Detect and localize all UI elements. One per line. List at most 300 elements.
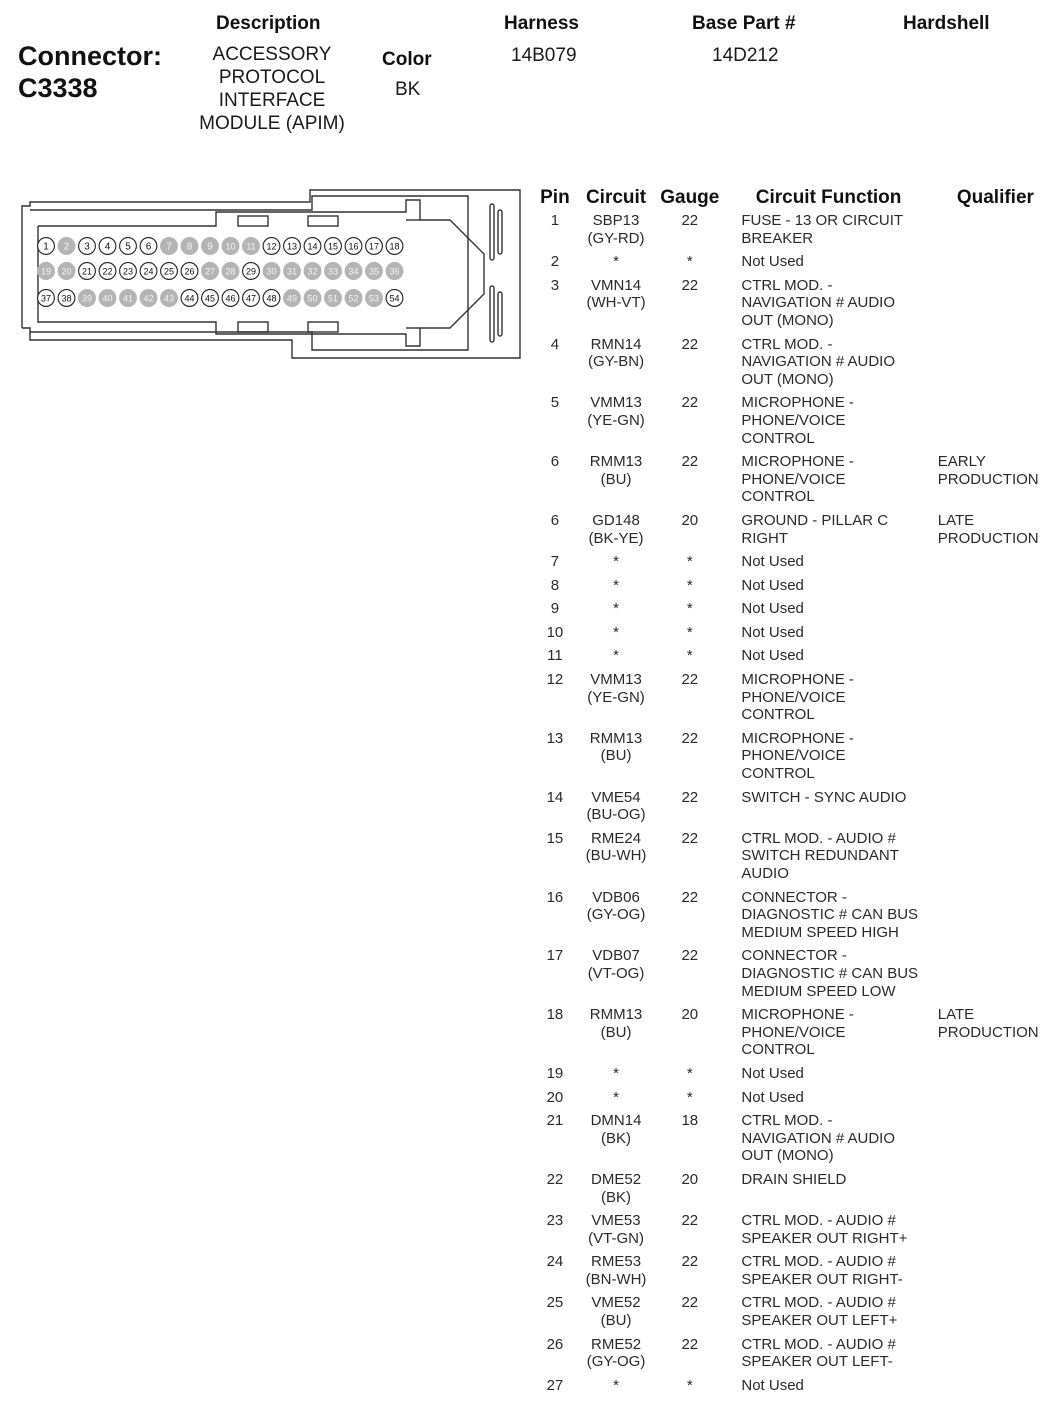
connector-pin bbox=[79, 238, 96, 255]
qualifier-cell bbox=[930, 453, 1061, 512]
gauge-cell: * bbox=[686, 576, 693, 594]
circuit-function-cell bbox=[727, 1253, 929, 1294]
circuit-line: RMM13 bbox=[589, 729, 643, 747]
table-row bbox=[530, 553, 1061, 577]
circuit-function-cell bbox=[727, 1112, 929, 1171]
qualifier-cell bbox=[930, 253, 1061, 277]
connector-pin-label: 32 bbox=[307, 266, 318, 277]
connector-pin bbox=[222, 238, 239, 255]
connector-pin bbox=[345, 290, 362, 307]
connector-pin bbox=[345, 263, 362, 280]
connector-pin bbox=[99, 290, 116, 307]
circuit-line: (GY-OG) bbox=[586, 1353, 646, 1371]
gauge-cell: 20 bbox=[681, 511, 699, 529]
connector-pin bbox=[243, 238, 260, 255]
function-line: CTRL MOD. - bbox=[741, 1112, 833, 1130]
connector-pin bbox=[366, 290, 383, 307]
hardshell-label: Hardshell bbox=[903, 13, 990, 34]
circuit-line: * bbox=[613, 647, 619, 665]
qualifier-cell bbox=[930, 212, 1061, 253]
function-line: MICROPHONE - bbox=[741, 729, 854, 747]
connector-pin bbox=[304, 263, 321, 280]
connector-pin bbox=[366, 263, 383, 280]
gauge-cell: * bbox=[686, 647, 693, 665]
circuit-function-cell bbox=[727, 512, 929, 553]
function-line: CTRL MOD. - AUDIO # bbox=[741, 1335, 896, 1353]
connector-pin bbox=[263, 290, 280, 307]
pin-cell: 4 bbox=[550, 335, 560, 353]
circuit-function-cell bbox=[727, 789, 929, 830]
connector-pin bbox=[161, 263, 178, 280]
connector-pin-label: 15 bbox=[327, 241, 339, 252]
connector-pin-label: 33 bbox=[327, 266, 339, 277]
circuit-line: VMM13 bbox=[590, 671, 642, 689]
qualifier-cell bbox=[930, 624, 1061, 648]
gauge-cell: 22 bbox=[681, 394, 699, 412]
qualifier-cell bbox=[930, 336, 1061, 395]
circuit-cell bbox=[580, 947, 652, 1006]
gauge-cell: 20 bbox=[681, 1006, 699, 1024]
function-line: CTRL MOD. - AUDIO # bbox=[741, 1294, 896, 1312]
circuit-cell bbox=[580, 1171, 652, 1212]
connector-pin bbox=[263, 263, 280, 280]
function-line: AUDIO bbox=[741, 865, 789, 882]
gauge-cell: * bbox=[686, 553, 693, 571]
connector-pin-label: 17 bbox=[368, 241, 380, 252]
function-line: MICROPHONE - bbox=[741, 1006, 854, 1024]
qualifier-cell bbox=[930, 789, 1061, 830]
connector-pin bbox=[304, 238, 321, 255]
gauge-cell: 22 bbox=[681, 276, 699, 294]
connector-pin-label: 14 bbox=[307, 241, 318, 252]
gauge-cell: 22 bbox=[681, 335, 699, 353]
gauge-cell: 22 bbox=[681, 1253, 699, 1271]
circuit-cell bbox=[580, 212, 652, 253]
connector-pin bbox=[325, 290, 342, 307]
circuit-function-cell bbox=[727, 553, 929, 577]
function-line: SPEAKER OUT LEFT- bbox=[741, 1353, 893, 1371]
function-line: BREAKER bbox=[741, 229, 814, 247]
function-line: Not Used bbox=[741, 1376, 804, 1394]
circuit-line: (BU-WH) bbox=[585, 847, 647, 865]
description-line: ACCESSORY bbox=[212, 44, 332, 65]
circuit-cell bbox=[580, 624, 652, 648]
circuit-line: VMN14 bbox=[591, 276, 642, 294]
circuit-line: VMM13 bbox=[590, 394, 642, 412]
circuit-cell bbox=[580, 277, 652, 336]
gauge-cell: 18 bbox=[681, 1112, 699, 1130]
connector-pin-label: 6 bbox=[145, 241, 152, 253]
gauge-cell: 22 bbox=[681, 1212, 699, 1230]
qualifier-cell bbox=[930, 1212, 1061, 1253]
connector-pin bbox=[120, 263, 137, 280]
circuit-line: (BU) bbox=[600, 747, 632, 765]
function-line: SWITCH - SYNC AUDIO bbox=[741, 788, 907, 806]
pin-cell: 12 bbox=[546, 671, 564, 689]
connector-title-label: Connector: bbox=[18, 41, 162, 71]
connector-pin-label: 53 bbox=[368, 293, 380, 304]
pin-cell: 11 bbox=[547, 647, 563, 665]
circuit-line: * bbox=[613, 553, 619, 571]
connector-pin bbox=[243, 263, 260, 280]
connector-title bbox=[18, 40, 162, 104]
circuit-function-cell bbox=[727, 1212, 929, 1253]
qualifier-cell bbox=[930, 647, 1061, 671]
connector-pin bbox=[366, 238, 383, 255]
gauge-cell: 22 bbox=[681, 1335, 699, 1353]
connector-pin bbox=[58, 263, 75, 280]
function-line: CONNECTOR - bbox=[741, 947, 847, 965]
circuit-cell bbox=[580, 1112, 652, 1171]
connector-pin bbox=[222, 263, 239, 280]
function-line: PHONE/VOICE bbox=[741, 747, 846, 765]
function-line: PHONE/VOICE bbox=[741, 411, 846, 429]
circuit-function-cell bbox=[727, 453, 929, 512]
qualifier-line: LATE bbox=[937, 511, 975, 529]
connector-pin-label: 54 bbox=[389, 293, 400, 304]
connector-pin bbox=[161, 290, 178, 307]
circuit-function-cell bbox=[727, 1089, 929, 1113]
table-row bbox=[530, 577, 1061, 601]
gauge-cell: * bbox=[686, 1064, 693, 1082]
connector-pin bbox=[284, 263, 301, 280]
pin-cell: 27 bbox=[546, 1376, 564, 1394]
gauge-cell: 22 bbox=[681, 829, 699, 847]
qualifier-cell bbox=[930, 1336, 1061, 1377]
connector-pin-label: 13 bbox=[286, 241, 298, 252]
connector-pin bbox=[58, 290, 75, 307]
gauge-cell: 22 bbox=[681, 788, 699, 806]
function-line: OUT (MONO) bbox=[741, 311, 834, 329]
qualifier-cell bbox=[930, 1377, 1061, 1401]
connector-pin-label: 52 bbox=[348, 293, 359, 304]
function-line: CTRL MOD. - bbox=[741, 276, 833, 294]
connector-pin-label: 2 bbox=[63, 241, 70, 253]
function-line: DRAIN SHIELD bbox=[741, 1170, 847, 1188]
circuit-function-cell bbox=[727, 394, 929, 453]
connector-face-diagram bbox=[16, 186, 522, 360]
function-line: GROUND - PILLAR C bbox=[741, 511, 889, 529]
qualifier-cell bbox=[930, 600, 1061, 624]
table-row bbox=[530, 947, 1061, 1006]
function-line: NAVIGATION # AUDIO bbox=[741, 294, 895, 312]
function-line: CTRL MOD. - AUDIO # bbox=[741, 1212, 896, 1230]
connector-pin-label: 11 bbox=[246, 241, 256, 252]
qualifier-cell bbox=[930, 553, 1061, 577]
connector-pin-label: 22 bbox=[102, 266, 113, 277]
connector-pin-label: 3 bbox=[84, 241, 90, 253]
circuit-line: (GY-RD) bbox=[587, 229, 645, 247]
qualifier-cell bbox=[930, 1294, 1061, 1335]
description-line: MODULE (APIM) bbox=[199, 113, 345, 134]
connector-id: C3338 bbox=[18, 73, 98, 103]
circuit-cell bbox=[580, 1294, 652, 1335]
pin-cell: 18 bbox=[546, 1006, 564, 1024]
qualifier-cell bbox=[930, 889, 1061, 948]
table-row bbox=[530, 336, 1061, 395]
connector-pin-label: 9 bbox=[207, 241, 213, 253]
connector-pin-label: 26 bbox=[184, 266, 195, 277]
function-line: OUT (MONO) bbox=[741, 370, 834, 388]
function-line: CONTROL bbox=[741, 765, 815, 783]
connector-pin bbox=[202, 263, 219, 280]
qualifier-line: PRODUCTION bbox=[937, 529, 1039, 547]
connector-pin bbox=[325, 238, 342, 255]
pin-cell: 26 bbox=[546, 1335, 564, 1353]
circuit-cell bbox=[580, 1089, 652, 1113]
circuit-line: * bbox=[613, 1376, 619, 1394]
circuit-cell bbox=[580, 1377, 652, 1401]
qualifier-cell bbox=[930, 1089, 1061, 1113]
circuit-cell bbox=[580, 394, 652, 453]
circuit-line: RME24 bbox=[591, 829, 642, 847]
connector-pin-label: 20 bbox=[61, 266, 72, 277]
circuit-line: * bbox=[613, 1064, 619, 1082]
circuit-line: (BU) bbox=[600, 1312, 632, 1330]
function-line: Not Used bbox=[741, 647, 804, 665]
pin-grid bbox=[38, 238, 403, 307]
circuit-line: GD148 bbox=[592, 511, 640, 529]
table-row bbox=[530, 394, 1061, 453]
circuit-cell bbox=[580, 730, 652, 789]
table-row bbox=[530, 1065, 1061, 1089]
circuit-cell bbox=[580, 1253, 652, 1294]
circuit-line: VME54 bbox=[591, 788, 641, 806]
circuit-line: DME52 bbox=[591, 1170, 642, 1188]
connector-pin-label: 51 bbox=[327, 293, 339, 304]
connector-pin-label: 1 bbox=[43, 241, 49, 253]
connector-pin-label: 43 bbox=[163, 293, 175, 304]
function-line: MICROPHONE - bbox=[741, 671, 854, 689]
function-line: PHONE/VOICE bbox=[741, 1023, 846, 1041]
connector-pin bbox=[202, 290, 219, 307]
circuit-cell bbox=[580, 553, 652, 577]
function-line: MICROPHONE - bbox=[741, 394, 854, 412]
circuit-line: * bbox=[613, 600, 619, 618]
function-line: SPEAKER OUT LEFT+ bbox=[741, 1312, 898, 1330]
connector-pin bbox=[304, 290, 321, 307]
connector-pin-label: 47 bbox=[245, 293, 257, 304]
gauge-cell: 22 bbox=[681, 888, 699, 906]
qualifier-cell bbox=[930, 1253, 1061, 1294]
pin-cell: 6 bbox=[550, 453, 560, 471]
circuit-function-cell bbox=[727, 947, 929, 1006]
connector-pin-label: 5 bbox=[125, 241, 131, 253]
base-part-label: Base Part # bbox=[692, 13, 796, 34]
connector-pin-label: 30 bbox=[266, 266, 277, 277]
function-line: FUSE - 13 OR CIRCUIT bbox=[741, 212, 904, 229]
function-line: PHONE/VOICE bbox=[741, 688, 846, 706]
pin-table bbox=[530, 184, 1061, 1400]
circuit-line: (BU-OG) bbox=[586, 806, 646, 824]
circuit-line: (BU) bbox=[600, 470, 632, 488]
connector-pin bbox=[181, 238, 198, 255]
table-row bbox=[530, 1377, 1061, 1401]
table-row bbox=[530, 730, 1061, 789]
circuit-cell bbox=[580, 671, 652, 730]
pin-cell: 8 bbox=[550, 576, 560, 594]
connector-pin bbox=[243, 290, 260, 307]
connector-pin bbox=[120, 238, 137, 255]
qualifier-cell bbox=[930, 277, 1061, 336]
table-row bbox=[530, 1336, 1061, 1377]
connector-pin-label: 25 bbox=[163, 266, 175, 277]
circuit-line: (BK) bbox=[601, 1188, 632, 1206]
function-line: CONTROL bbox=[741, 1041, 815, 1059]
circuit-line: (BK) bbox=[601, 1129, 632, 1147]
description-line: PROTOCOL bbox=[218, 67, 326, 88]
qualifier-line: PRODUCTION bbox=[937, 1023, 1039, 1041]
circuit-line: (BU) bbox=[600, 1023, 632, 1041]
circuit-cell bbox=[580, 1336, 652, 1377]
gauge-cell: * bbox=[686, 623, 693, 641]
connector-pin-label: 44 bbox=[184, 293, 195, 304]
connector-pin bbox=[99, 238, 116, 255]
connector-pin bbox=[161, 238, 178, 255]
qualifier-cell bbox=[930, 394, 1061, 453]
function-line: SPEAKER OUT RIGHT+ bbox=[741, 1229, 908, 1247]
circuit-function-cell bbox=[727, 1377, 929, 1401]
circuit-line: * bbox=[613, 1088, 619, 1106]
connector-pin bbox=[79, 290, 96, 307]
connector-pin bbox=[99, 263, 116, 280]
connector-pin bbox=[284, 290, 301, 307]
gauge-cell: * bbox=[686, 1376, 693, 1394]
pin-cell: 5 bbox=[550, 394, 560, 412]
table-row bbox=[530, 1212, 1061, 1253]
circuit-cell bbox=[580, 453, 652, 512]
connector-pin bbox=[325, 263, 342, 280]
table-row bbox=[530, 624, 1061, 648]
table-row bbox=[530, 1294, 1061, 1335]
function-line: Not Used bbox=[741, 553, 804, 571]
table-row bbox=[530, 453, 1061, 512]
pin-cell: 20 bbox=[546, 1088, 564, 1106]
column-header-qualifier: Qualifier bbox=[956, 187, 1034, 208]
connector-pin-label: 7 bbox=[166, 241, 172, 253]
function-line: CONTROL bbox=[741, 429, 815, 447]
table-header-row bbox=[530, 184, 1061, 212]
connector-pin bbox=[140, 290, 157, 307]
circuit-line: VME52 bbox=[591, 1294, 641, 1312]
connector-pin-label: 35 bbox=[368, 266, 380, 277]
gauge-cell: * bbox=[686, 1088, 693, 1106]
qualifier-cell bbox=[930, 1065, 1061, 1089]
circuit-function-cell bbox=[727, 253, 929, 277]
function-line: Not Used bbox=[741, 1088, 804, 1106]
circuit-cell bbox=[580, 647, 652, 671]
function-line: Not Used bbox=[741, 1064, 804, 1082]
connector-pin bbox=[263, 238, 280, 255]
gauge-cell: 22 bbox=[681, 1294, 699, 1312]
circuit-line: VDB06 bbox=[592, 888, 640, 906]
circuit-line: (YE-GN) bbox=[587, 411, 645, 429]
connector-pin-label: 31 bbox=[286, 266, 298, 277]
circuit-function-cell bbox=[727, 647, 929, 671]
circuit-cell bbox=[580, 830, 652, 889]
connector-pin bbox=[222, 290, 239, 307]
table-row bbox=[530, 647, 1061, 671]
circuit-line: * bbox=[613, 576, 619, 594]
pin-cell: 24 bbox=[546, 1253, 564, 1271]
pin-cell: 7 bbox=[550, 553, 560, 571]
circuit-line: DMN14 bbox=[590, 1112, 642, 1130]
table-row bbox=[530, 789, 1061, 830]
circuit-cell bbox=[580, 1212, 652, 1253]
function-line: CONNECTOR - bbox=[741, 888, 847, 906]
circuit-function-cell bbox=[727, 1065, 929, 1089]
circuit-line: * bbox=[613, 623, 619, 641]
gauge-cell: * bbox=[686, 253, 693, 271]
circuit-line: (VT-GN) bbox=[588, 1229, 644, 1247]
table-row bbox=[530, 512, 1061, 553]
connector-pin bbox=[181, 263, 198, 280]
function-line: CONTROL bbox=[741, 706, 815, 724]
connector-pin bbox=[120, 290, 137, 307]
function-line: Not Used bbox=[741, 600, 804, 618]
gauge-cell: 20 bbox=[681, 1170, 699, 1188]
table-row bbox=[530, 830, 1061, 889]
table-row bbox=[530, 1006, 1061, 1065]
circuit-line: RME52 bbox=[591, 1335, 642, 1353]
qualifier-cell bbox=[930, 671, 1061, 730]
table-row bbox=[530, 600, 1061, 624]
connector-pin-label: 38 bbox=[61, 293, 72, 304]
connector-pin-label: 12 bbox=[266, 241, 277, 252]
circuit-cell bbox=[580, 512, 652, 553]
qualifier-line: LATE bbox=[937, 1006, 975, 1024]
connector-pin-label: 4 bbox=[104, 241, 111, 253]
circuit-line: RMM13 bbox=[589, 1006, 643, 1024]
connector-pin-label: 39 bbox=[81, 293, 93, 304]
circuit-cell bbox=[580, 253, 652, 277]
function-line: MICROPHONE - bbox=[741, 453, 854, 471]
connector-pin-label: 19 bbox=[40, 266, 52, 277]
connector-pin-label: 16 bbox=[348, 241, 359, 252]
function-line: DIAGNOSTIC # CAN BUS bbox=[741, 906, 919, 924]
pin-cell: 10 bbox=[546, 623, 564, 641]
qualifier-line: PRODUCTION bbox=[937, 470, 1039, 488]
connector-pin bbox=[345, 238, 362, 255]
circuit-function-cell bbox=[727, 830, 929, 889]
circuit-function-cell bbox=[727, 730, 929, 789]
description-line: INTERFACE bbox=[218, 90, 326, 111]
harness-value: 14B079 bbox=[511, 45, 577, 66]
connector-pin-label: 48 bbox=[266, 293, 277, 304]
pin-cell: 17 bbox=[546, 947, 564, 965]
function-line: CTRL MOD. - bbox=[741, 335, 833, 353]
circuit-cell bbox=[580, 600, 652, 624]
circuit-line: * bbox=[613, 253, 619, 271]
pin-cell: 23 bbox=[546, 1212, 564, 1230]
circuit-cell bbox=[580, 1006, 652, 1065]
circuit-cell bbox=[580, 577, 652, 601]
pin-cell: 6 bbox=[550, 511, 560, 529]
qualifier-cell bbox=[930, 730, 1061, 789]
function-line: MEDIUM SPEED HIGH bbox=[741, 923, 899, 941]
qualifier-line: EARLY bbox=[937, 453, 986, 471]
gauge-cell: 22 bbox=[681, 729, 699, 747]
pin-cell: 13 bbox=[546, 729, 564, 747]
circuit-function-cell bbox=[727, 1171, 929, 1212]
pin-cell: 9 bbox=[550, 600, 560, 618]
circuit-line: (BN-WH) bbox=[585, 1270, 647, 1288]
connector-pin-label: 37 bbox=[40, 293, 52, 304]
description-value bbox=[180, 43, 364, 135]
qualifier-cell bbox=[930, 512, 1061, 553]
connector-pin bbox=[284, 238, 301, 255]
circuit-function-cell bbox=[727, 624, 929, 648]
